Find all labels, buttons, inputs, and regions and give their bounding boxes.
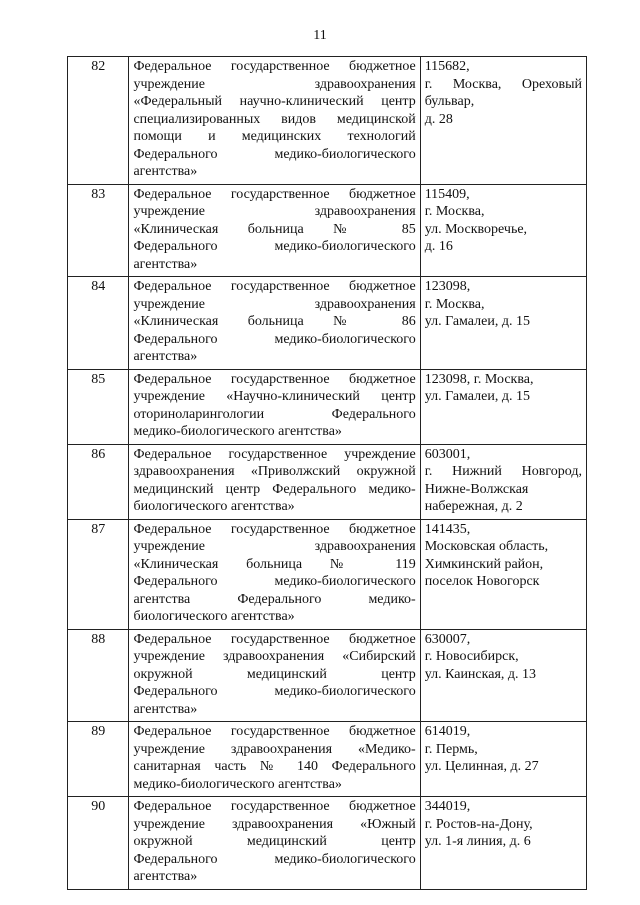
name-line: учреждение здравоохранения: [133, 76, 416, 92]
name-line: медико-биологического агентства»: [133, 776, 342, 792]
name-line: агентства»: [133, 349, 198, 364]
address-line: 115409,: [424, 186, 470, 202]
row-number: 84: [68, 277, 129, 370]
name-line: учреждение здравоохранения: [133, 204, 416, 219]
name-line: Федерального медико-биологического: [133, 574, 416, 589]
name-line: агентства»: [133, 701, 198, 717]
name-line: учреждение здравоохранения «Сибирский: [133, 649, 416, 664]
name-line: Федеральное государственное учреждение: [133, 446, 416, 462]
table-row: [68, 444, 587, 519]
name-line: окружной медицинский центр: [133, 834, 416, 849]
name-line: учреждение здравоохранения «Медико-: [133, 741, 416, 757]
address-line: г. Москва,: [424, 296, 485, 312]
table-row: [68, 277, 587, 370]
name-line: Федерального медико-биологического: [133, 146, 416, 162]
name-line: Федеральное государственное бюджетное: [133, 59, 416, 74]
address-line: г. Москва, Ореховый: [424, 76, 582, 92]
address-line: поселок Новогорск: [424, 574, 540, 589]
name-line: медицинский центр Федерального медико-: [133, 481, 416, 497]
institution-address: [420, 369, 586, 444]
row-number: 86: [68, 444, 129, 519]
address-line: ул. Гамалеи, д. 15: [424, 389, 530, 404]
row-number: 83: [68, 184, 129, 277]
name-line: «Клиническая больница № 85: [133, 221, 416, 237]
address-line: д. 28: [424, 111, 453, 127]
address-line: ул. 1-я линия, д. 6: [424, 834, 531, 849]
name-line: учреждение здравоохранения: [133, 539, 416, 554]
address-line: ул. Гамалеи, д. 15: [424, 314, 530, 329]
name-line: биологического агентства»: [133, 609, 295, 624]
address-line: 344019,: [424, 799, 471, 814]
name-line: Федеральное государственное бюджетное: [133, 521, 416, 537]
institution-address: [420, 57, 586, 185]
institution-name: [129, 797, 420, 890]
address-line: 123098,: [424, 279, 471, 294]
name-line: Федеральное государственное бюджетное: [133, 724, 416, 739]
name-line: учреждение здравоохранения: [133, 296, 416, 312]
name-line: Федерального медико-биологического: [133, 684, 416, 699]
table-row: [68, 629, 587, 722]
address-line: 141435,: [424, 521, 471, 537]
institution-name: [129, 369, 420, 444]
name-line: агентства»: [133, 869, 198, 884]
table-row: [68, 797, 587, 890]
name-line: агентства Федерального медико-: [133, 591, 416, 607]
institution-name: [129, 57, 420, 185]
name-line: Федерального медико-биологического: [133, 239, 416, 254]
address-line: бульвар,: [424, 94, 475, 109]
address-line: Химкинский район,: [424, 556, 544, 572]
row-number: 85: [68, 369, 129, 444]
name-line: Федерального медико-биологического: [133, 331, 416, 347]
name-line: здравоохранения «Приволжский окружной: [133, 464, 416, 479]
institutions-table: [67, 56, 587, 890]
institution-address: [420, 444, 586, 519]
name-line: «Клиническая больница № 86: [133, 314, 416, 329]
institution-name: [129, 444, 420, 519]
name-line: учреждение «Научно-клинический центр: [133, 389, 416, 404]
address-line: г. Новосибирск,: [424, 649, 519, 664]
institution-address: [420, 519, 586, 629]
row-number: 88: [68, 629, 129, 722]
address-line: г. Нижний Новгород,: [424, 464, 582, 479]
table-row: [68, 184, 587, 277]
address-line: набережная, д. 2: [424, 499, 523, 514]
name-line: санитарная часть № 140 Федерального: [133, 759, 416, 774]
name-line: агентства»: [133, 256, 198, 272]
address-line: г. Пермь,: [424, 741, 478, 757]
address-line: ул. Целинная, д. 27: [424, 759, 539, 774]
page-number: 11: [313, 28, 327, 43]
institution-name: [129, 722, 420, 797]
address-line: д. 16: [424, 239, 453, 254]
row-number: 89: [68, 722, 129, 797]
institution-name: [129, 277, 420, 370]
table-row: [68, 369, 587, 444]
table-body: [68, 57, 587, 890]
address-line: Московская область,: [424, 539, 549, 554]
address-line: г. Ростов-на-Дону,: [424, 816, 533, 832]
table-row: [68, 57, 587, 185]
name-line: Федеральное государственное бюджетное: [133, 371, 416, 387]
name-line: Федеральное государственное бюджетное: [133, 799, 416, 814]
institution-address: [420, 629, 586, 722]
name-line: биологического агентства»: [133, 499, 295, 514]
address-line: 614019,: [424, 724, 471, 739]
row-number: 82: [68, 57, 129, 185]
address-line: 115682,: [424, 59, 470, 74]
name-line: Федеральное государственное бюджетное: [133, 186, 416, 202]
address-line: ул. Москворечье,: [424, 221, 528, 237]
address-line: 123098, г. Москва,: [424, 371, 534, 387]
name-line: Федерального медико-биологического: [133, 851, 416, 867]
name-line: Федеральное государственное бюджетное: [133, 279, 416, 294]
institution-address: [420, 722, 586, 797]
name-line: агентства»: [133, 164, 198, 179]
institution-address: [420, 184, 586, 277]
name-line: специализированных видов медицинской: [133, 111, 416, 127]
name-line: учреждение здравоохранения «Южный: [133, 816, 416, 832]
institution-address: [420, 797, 586, 890]
address-line: 603001,: [424, 446, 471, 462]
row-number: 90: [68, 797, 129, 890]
institution-name: [129, 184, 420, 277]
row-number: 87: [68, 519, 129, 629]
table-row: [68, 722, 587, 797]
address-line: 630007,: [424, 631, 471, 647]
name-line: «Клиническая больница № 119: [133, 556, 416, 572]
institution-name: [129, 629, 420, 722]
name-line: помощи и медицинских технологий: [133, 129, 416, 144]
name-line: Федеральное государственное бюджетное: [133, 631, 416, 647]
name-line: окружной медицинский центр: [133, 666, 416, 682]
address-line: Нижне-Волжская: [424, 481, 529, 497]
name-line: медико-биологического агентства»: [133, 424, 342, 439]
name-line: «Федеральный научно-клинический центр: [133, 94, 416, 109]
address-line: г. Москва,: [424, 204, 485, 219]
institution-name: [129, 519, 420, 629]
institution-address: [420, 277, 586, 370]
name-line: оториноларингологии Федерального: [133, 406, 416, 422]
address-line: ул. Каинская, д. 13: [424, 666, 537, 682]
table-row: [68, 519, 587, 629]
